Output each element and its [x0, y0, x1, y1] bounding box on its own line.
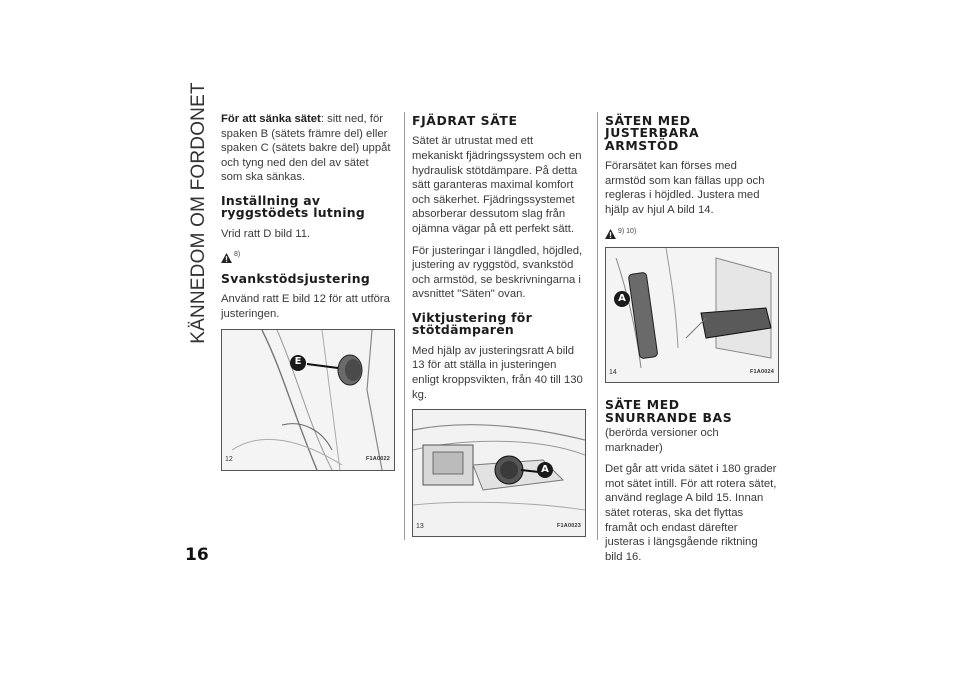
intro-text: : sitt ned, för spaken B (sätets främre del) eller spaken C (sätets bakre del) uppåt och tyng ned den del av sätet som ska sänkas.	[221, 113, 391, 184]
paragraph: Med hjälp av justeringsratt A bild 13 för att ställa in justeringen enligt kroppsvikten, från 40 till 130 kg.	[412, 344, 583, 401]
paragraph: För justeringar i längdled, höjdled, justering av ryggstöd, svankstöd och armstöd, se beskrivningarna i avsnittet "Säten" ovan.	[412, 244, 583, 301]
weight-knob-illustration	[413, 410, 585, 536]
paragraph: Använd ratt E bild 12 för att utföra justeringen.	[221, 293, 390, 320]
lumbar-knob-illustration	[222, 330, 394, 470]
page-number: 16	[185, 545, 209, 565]
figure-number: 14	[609, 368, 617, 376]
heading-swivel-seat: SÄTE MED SNURRANDE BAS	[605, 397, 733, 425]
heading-weight-adjust: Viktjustering för stötdämparen	[412, 309, 533, 338]
paragraph	[221, 112, 393, 185]
column-divider	[597, 112, 598, 540]
warning-ref-text: 8)	[234, 251, 241, 259]
figure-number: 13	[416, 522, 424, 530]
chapter-side-title: KÄNNEDOM OM FORDONET	[188, 82, 209, 344]
warning-icon	[605, 229, 616, 239]
callout-a: A	[614, 291, 630, 307]
warning-ref	[605, 225, 777, 240]
heading-backrest: Inställning av ryggstödets lutning	[221, 192, 366, 221]
paragraph: Förarsätet kan förses med armstöd som kan fällas upp och regleras i höjdled. Justera med hjälp av hjul A bild 14.	[605, 160, 765, 216]
figure-code: F1A0022	[365, 455, 390, 462]
heading-armrest: SÄTEN MED JUSTERBARA ARMSTÖD	[605, 113, 700, 153]
warning-ref-text: 9) 10)	[618, 227, 637, 235]
figure-13	[412, 409, 586, 537]
figure-code: F1A0024	[749, 368, 774, 375]
paragraph: (berörda versioner och marknader)	[605, 427, 719, 454]
callout-e: E	[290, 355, 306, 371]
figure-14	[605, 247, 779, 383]
column-1	[221, 112, 393, 471]
heading-sprung-seat: FJÄDRAT SÄTE	[412, 113, 518, 128]
paragraph: Sätet är utrustat med ett mekaniskt fjädringssystem och en hydraulisk stötdämpare. På detta sätt garanteras maximal komfort och säkerhet. Fjädringssystemet absorberar dessutom slag från ojämna vägar på ett perfekt sätt.	[412, 135, 582, 235]
figure-12	[221, 329, 395, 471]
heading-lumbar: Svankstödsjustering	[221, 270, 370, 286]
figure-number: 12	[225, 455, 233, 463]
intro-bold: För att sänka sätet	[221, 113, 321, 125]
column-divider	[404, 112, 405, 540]
column-3	[605, 112, 777, 571]
figure-code: F1A0023	[556, 522, 581, 529]
armrest-illustration	[606, 248, 778, 382]
callout-a: A	[537, 462, 553, 478]
paragraph: Vrid ratt D bild 11.	[221, 227, 311, 240]
warning-ref	[221, 248, 393, 263]
paragraph: Det går att vrida sätet i 180 grader mot sätet intill. För att rotera sätet, använd reglage A bild 15. Innan sätet roteras, ska det flyttas framåt och endast därefter justeras i längsgående riktning bild 16.	[605, 463, 777, 563]
column-2	[412, 112, 584, 537]
warning-icon	[221, 253, 232, 263]
